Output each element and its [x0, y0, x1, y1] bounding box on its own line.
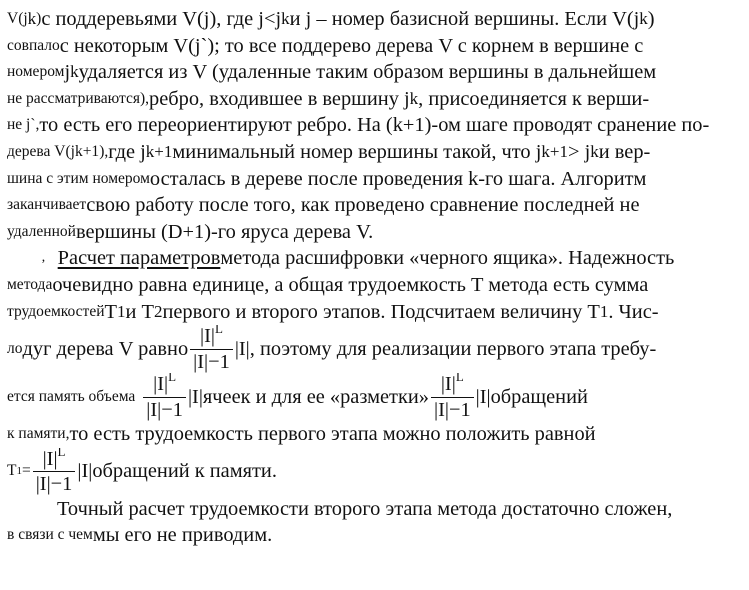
- margin-mark: ‚: [41, 250, 46, 266]
- text-line-7: шина с этим номером осталась в дереве после проведения k-го шага. Алгоритм: [7, 167, 647, 190]
- fraction-4: $\frac{|I|^L}{|I|-1}$: [33, 448, 76, 496]
- formula-line-3: T 1 = $\frac{|I|^L}{|I|-1}$ |I| обращений к памяти.: [7, 447, 277, 496]
- text-line-2: совпало с некоторым V(j`); то все поддерево дерева V с корнем в вершине с: [7, 34, 644, 57]
- text-line-4: не рассматриваются), ребро, входившее в вершину j k , присоединяется к верши-: [7, 87, 650, 110]
- formula-line-1: ло дуг дерева V равно $\frac{|I|^L}{|I|-1}$ |I| , поэтому для реализации первого этапа требу-: [7, 325, 657, 373]
- fraction-2: $\frac{|I|^L}{|I|-1}$: [143, 373, 186, 421]
- text-line-3: номером j k удаляется из V (удаленные таким образом вершины в дальнейшем: [7, 61, 657, 84]
- section-heading-line: ‚ Расчет параметров метода расшифровки «черного ящика». Надежность: [7, 245, 741, 272]
- fraction-3: $\frac{|I|^L}{|I|-1}$: [431, 373, 474, 421]
- text-line-8: заканчивает свою работу после того, как проведено сравнение последней не: [7, 194, 640, 217]
- text-line-9: удаленной вершины (D+1)-го яруса дерева V.: [7, 220, 374, 243]
- text-line-15: Точный расчет трудоемкости второго этапа метода достаточно сложен,: [57, 497, 673, 520]
- text-line-12: трудоемкостей T 1 и T 2 первого и второго этапов. Подсчитаем величину T 1 . Чис-: [7, 300, 659, 323]
- fraction-1: $\frac{|I|^L}{|I|-1}$: [190, 325, 233, 373]
- text-line-6: дерева V(j k+1 ), где j k+1 минимальный номер вершины такой, что j k+1 > j k и вер-: [7, 140, 651, 163]
- section-heading: Расчет параметров: [57, 247, 221, 270]
- text-line-5: не j`, то есть его переориентируют ребро. На (k+1)-ом шаге проводят сранение по-: [7, 114, 710, 137]
- text-line-11: метода очевидно равна единице, а общая трудоемкость T метода есть сумма: [7, 273, 649, 296]
- formula-line-2: ется память объема $\frac{|I|^L}{|I|-1}$ |I| ячеек и для ее «разметки» $\frac{|I|^L}{|I|-1}$ |I| обращений: [7, 373, 588, 421]
- text-line-1: V(j k ) с поддеревьями V(j), где j<j k и j – номер базисной вершины. Если V(j k ): [7, 8, 655, 30]
- text-line-13: к памяти, то есть трудоемкость первого этапа можно положить равной: [7, 423, 596, 446]
- text-line-16: в связи с чем мы его не приводим.: [7, 524, 273, 547]
